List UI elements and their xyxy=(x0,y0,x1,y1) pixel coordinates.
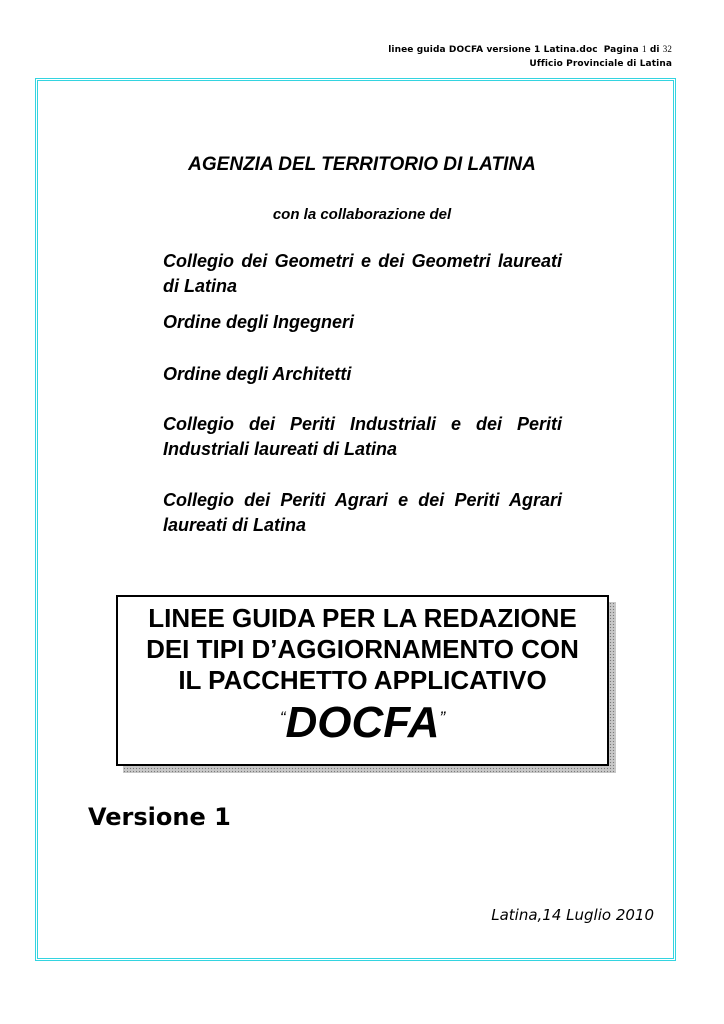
header-page-number: 1 xyxy=(641,44,647,54)
organization-periti-agrari: Collegio dei Periti Agrari e dei Periti Agrari laureati di Latina xyxy=(163,490,562,535)
header-file-line xyxy=(388,42,672,57)
page-header xyxy=(388,42,672,71)
document-title xyxy=(118,597,607,696)
title-line-1: LINEE GUIDA PER LA REDAZIONE xyxy=(148,603,577,633)
title-line-2: DEI TIPI D’AGGIORNAMENTO CON xyxy=(146,634,579,664)
title-line-3: IL PACCHETTO APPLICATIVO xyxy=(178,665,547,695)
header-page-label: Pagina xyxy=(603,45,639,55)
collaboration-text: con la collaborazione del xyxy=(272,206,452,223)
close-quote: ” xyxy=(439,708,446,727)
version-label: Versione 1 xyxy=(88,803,231,831)
header-filename: linee guida DOCFA versione 1 Latina.doc xyxy=(388,45,598,55)
header-page-total: 32 xyxy=(662,44,672,54)
organization-ingegneri: Ordine degli Ingegneri xyxy=(163,312,355,332)
program-name-line xyxy=(118,700,607,746)
agency-title: AGENZIA DEL TERRITORIO DI LATINA xyxy=(188,154,536,175)
header-page-of: di xyxy=(649,45,660,55)
organization-periti-industriali: Collegio dei Periti Industriali e dei Periti Industriali laureati di Latina xyxy=(163,414,562,459)
organization-architetti: Ordine degli Architetti xyxy=(163,364,352,384)
open-quote: “ xyxy=(279,708,286,727)
program-name: DOCFA xyxy=(285,698,440,747)
document-date: Latina,14 Luglio 2010 xyxy=(491,906,654,924)
header-office: Ufficio Provinciale di Latina xyxy=(529,59,672,69)
organization-geometri: Collegio dei Geometri e dei Geometri laureati di Latina xyxy=(163,251,562,296)
title-box xyxy=(116,595,609,766)
